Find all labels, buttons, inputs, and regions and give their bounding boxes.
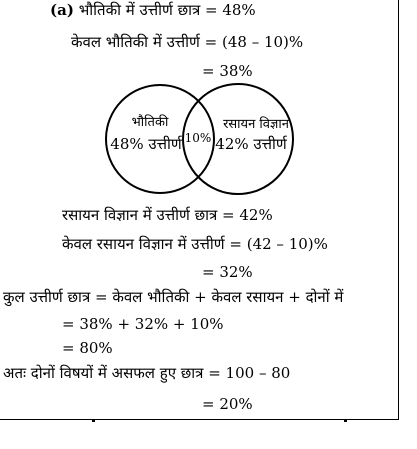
line-chemistry-passed: रसायन विज्ञान में उत्तीर्ण छात्र = 42%	[62, 206, 273, 224]
venn-right-label: रसायन विज्ञान	[223, 117, 289, 132]
line-only-chemistry: केवल रसायन विज्ञान में उत्तीर्ण = (42 – 10)%	[62, 235, 328, 253]
line-total-sum: = 38% + 32% + 10%	[62, 315, 224, 333]
line-total-result: = 80%	[62, 339, 113, 357]
line-only-physics: केवल भौतिकी में उत्तीर्ण = (48 – 10)%	[71, 33, 304, 51]
venn-left-label: भौतिकी	[131, 115, 169, 130]
venn-left-value: 48% उत्तीर्ण	[110, 135, 182, 153]
venn-right-value: 42% उत्तीर्ण	[215, 135, 287, 153]
line-only-chemistry-result: = 32%	[202, 263, 253, 281]
venn-overlap-value: 10%	[184, 131, 212, 145]
line-total-passed: कुल उत्तीर्ण छात्र = केवल भौतिकी + केवल रसायन + दोनों में	[3, 288, 344, 306]
line-only-physics-result: = 38%	[202, 62, 253, 80]
line-failed-result: = 20%	[202, 395, 253, 413]
physics-passed-text: भौतिकी में उत्तीर्ण छात्र = 48%	[78, 1, 256, 19]
line-failed-both: अतः दोनों विषयों में असफल हुए छात्र = 100 – 80	[3, 364, 291, 382]
part-label: (a)	[50, 1, 74, 19]
